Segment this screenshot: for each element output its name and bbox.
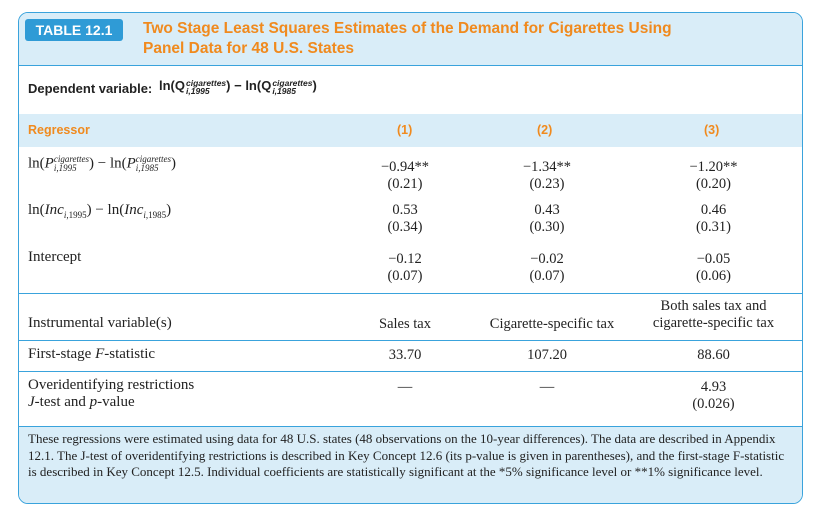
cell-intercept-1 bbox=[335, 251, 475, 285]
instruments-3-line1: Both sales tax and bbox=[660, 298, 767, 314]
dependent-variable-formula bbox=[159, 78, 317, 95]
cell-overid-3 bbox=[631, 379, 796, 413]
row-label-instruments: Instrumental variable(s) bbox=[28, 315, 172, 331]
overid-mid: -test and bbox=[34, 394, 90, 410]
std-error: (0.31) bbox=[695, 219, 732, 235]
cell-income-3 bbox=[631, 202, 796, 236]
coef: 0.53 bbox=[392, 202, 418, 218]
cell-fstat-2: 107.20 bbox=[527, 347, 567, 363]
jstat: 4.93 bbox=[700, 379, 727, 395]
formula-part-a: ln(Q bbox=[159, 78, 185, 93]
cell-instruments-3 bbox=[631, 298, 796, 332]
column-header-regressor: Regressor bbox=[28, 123, 90, 137]
coef: −0.94** bbox=[380, 159, 430, 175]
coef: −1.34** bbox=[522, 159, 572, 175]
formula-part-c: ) bbox=[312, 78, 317, 93]
column-header-1: (1) bbox=[397, 123, 413, 137]
cell-intercept-3 bbox=[631, 251, 796, 285]
formula-scripts-1995 bbox=[186, 79, 226, 95]
row-label-fstat bbox=[28, 346, 155, 363]
row-label-overid bbox=[28, 377, 194, 411]
table-number-badge: TABLE 12.1 bbox=[25, 19, 123, 41]
table-footnote-band bbox=[19, 427, 802, 503]
cell-fstat-3: 88.60 bbox=[697, 347, 730, 363]
column-header-2: (2) bbox=[537, 123, 553, 137]
formula-sup-1: cigarettes bbox=[186, 77, 227, 88]
cell-fstat-1: 33.70 bbox=[388, 347, 422, 363]
cell-intercept-2 bbox=[477, 251, 617, 285]
cell-overid-2: — bbox=[539, 379, 555, 395]
std-error: (0.21) bbox=[387, 176, 423, 192]
overid-line1: Overidentifying restrictions bbox=[28, 377, 195, 393]
row-label-intercept: Intercept bbox=[28, 249, 82, 265]
cell-price-2 bbox=[477, 159, 617, 193]
overid-j: J bbox=[28, 394, 35, 410]
cell-instruments-2: Cigarette-specific tax bbox=[489, 316, 615, 332]
formula-sub-1985: i,1985 bbox=[272, 85, 296, 96]
divider bbox=[19, 371, 802, 372]
overid-line2 bbox=[28, 394, 194, 411]
std-error: (0.20) bbox=[695, 176, 732, 192]
dependent-variable-label: Dependent variable: bbox=[28, 81, 153, 96]
formula-part-b: ) − ln(Q bbox=[226, 78, 272, 93]
divider bbox=[19, 340, 802, 341]
std-error: (0.07) bbox=[387, 268, 423, 284]
row-label-income: ln(Inc$_{i,1995}$) − ln(Inc$_{i,1985}$) bbox=[28, 202, 172, 220]
pvalue: (0.026) bbox=[692, 396, 735, 412]
fstat-italic: F bbox=[95, 346, 105, 362]
overid-end: -value bbox=[97, 394, 135, 410]
cell-income-1 bbox=[335, 202, 475, 236]
coef: 0.46 bbox=[700, 202, 727, 218]
column-header-3: (3) bbox=[704, 123, 720, 137]
std-error: (0.23) bbox=[529, 176, 565, 192]
divider bbox=[19, 293, 802, 294]
table-header bbox=[19, 13, 802, 65]
std-error: (0.30) bbox=[529, 219, 565, 235]
overid-p: p bbox=[89, 394, 98, 410]
std-error: (0.34) bbox=[387, 219, 423, 235]
cell-income-2 bbox=[477, 202, 617, 236]
table-frame bbox=[18, 12, 803, 504]
fstat-prefix: First-stage bbox=[28, 346, 96, 362]
coef: −0.02 bbox=[530, 251, 564, 267]
std-error: (0.07) bbox=[529, 268, 565, 284]
instruments-3-line2: cigarette-specific tax bbox=[652, 315, 775, 331]
formula-sub-1995: i,1995 bbox=[186, 85, 210, 96]
table-footnote: These regressions were estimated using data for 48 U.S. states (48 observations on the 10-year differences). The data are described in Appendix 12.1. The J-test of overidentifying restrictions is described in Key Concept 12.6 (its p-value is given in parentheses), and the first-stage F-statistic is described in Key Concept 12.5. Individual coefficients are statistically significant at the *5% significance level or **1% significance level. bbox=[28, 431, 785, 479]
formula-sup-2: cigarettes bbox=[272, 77, 313, 88]
row-label-price: ln(Pcigarettes i,1995 ) − ln(Pcigarettes i,1985 ) bbox=[28, 154, 176, 173]
cell-instruments-1: Sales tax bbox=[379, 316, 431, 332]
column-header-row bbox=[19, 114, 802, 147]
dependent-variable-bar bbox=[19, 65, 802, 115]
cell-price-3 bbox=[631, 159, 796, 193]
coef: 0.43 bbox=[534, 202, 560, 218]
std-error: (0.06) bbox=[695, 268, 732, 284]
fstat-suffix: -statistic bbox=[104, 346, 156, 362]
coef: −0.05 bbox=[696, 251, 731, 267]
formula-scripts-1985 bbox=[272, 79, 312, 95]
cell-overid-1: — bbox=[397, 379, 413, 395]
table-title: Two Stage Least Squares Estimates of the Demand for Cigarettes Using Panel Data for 48 U.S. States bbox=[143, 20, 672, 57]
cell-price-1 bbox=[335, 159, 475, 193]
coef: −0.12 bbox=[388, 251, 422, 267]
coef: −1.20** bbox=[689, 159, 738, 175]
